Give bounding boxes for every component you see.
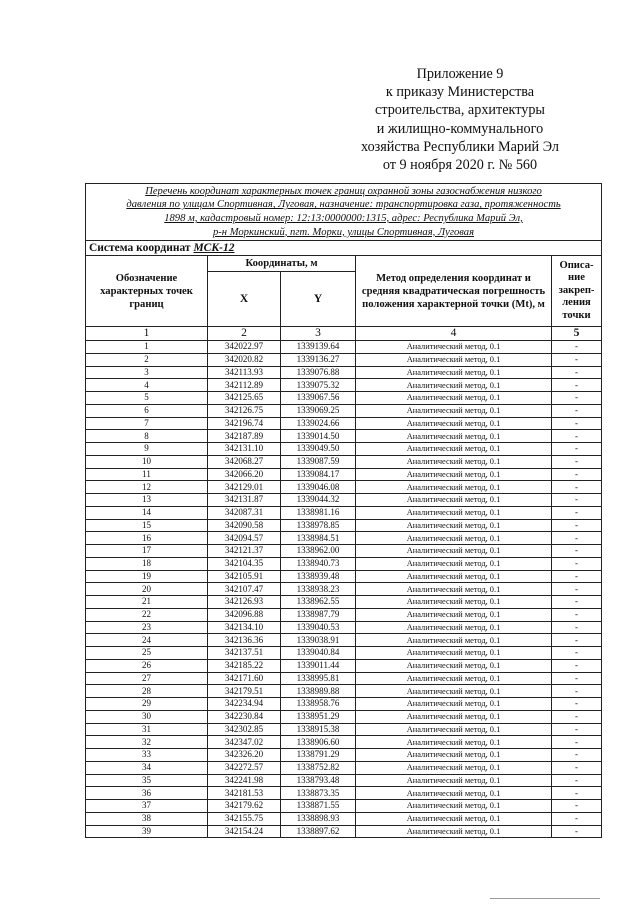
method-cell: Аналитический метод, 0.1 [356, 698, 552, 711]
coordinate-y: 1338871.55 [281, 800, 356, 813]
fixing-cell: - [552, 341, 602, 354]
coordinate-x: 342126.75 [208, 404, 281, 417]
coordinate-y: 1338791.29 [281, 749, 356, 762]
method-cell: Аналитический метод, 0.1 [356, 749, 552, 762]
coordinate-x: 342196.74 [208, 417, 281, 430]
point-number: 27 [86, 672, 208, 685]
table-row [86, 736, 602, 749]
method-cell: Аналитический метод, 0.1 [356, 647, 552, 660]
table-row [86, 494, 602, 507]
header-line-6: от 9 ноября 2020 г. № 560 [382, 157, 538, 174]
coordinate-y: 1338958.76 [281, 698, 356, 711]
table-title-line-4: р-н Моркинский, пгт. Морки, улицы Спортивная, Луговая [212, 226, 475, 238]
fixing-cell: - [552, 736, 602, 749]
table-row [86, 583, 602, 596]
fixing-cell: - [552, 761, 602, 774]
coordinate-y: 1339069.25 [281, 404, 356, 417]
header-fixing-description [552, 256, 602, 327]
header-line-4: и жилищно-коммунального [376, 120, 544, 137]
coordinate-x: 342068.27 [208, 455, 281, 468]
coordinate-y: 1338938.23 [281, 583, 356, 596]
coordinate-x: 342181.53 [208, 787, 281, 800]
coordinate-y: 1339044.32 [281, 494, 356, 507]
method-cell: Аналитический метод, 0.1 [356, 404, 552, 417]
coordinate-y: 1339084.17 [281, 468, 356, 481]
table-row [86, 545, 602, 558]
column-number: 4 [356, 327, 552, 341]
header-method: Метод определения координат и средняя квадратическая погрешность положения характерной точки (Mt), м [356, 256, 552, 327]
table-row [86, 353, 602, 366]
coordinate-y: 1338962.55 [281, 596, 356, 609]
point-number: 19 [86, 570, 208, 583]
method-cell: Аналитический метод, 0.1 [356, 596, 552, 609]
coordinate-y: 1338951.29 [281, 710, 356, 723]
method-cell: Аналитический метод, 0.1 [356, 659, 552, 672]
method-cell: Аналитический метод, 0.1 [356, 392, 552, 405]
fixing-cell: - [552, 774, 602, 787]
coordinate-y: 1338981.16 [281, 506, 356, 519]
point-number: 1 [86, 341, 208, 354]
coordinate-y: 1339076.88 [281, 366, 356, 379]
header-x: X [208, 272, 281, 327]
coordinate-x: 342185.22 [208, 659, 281, 672]
point-number: 38 [86, 812, 208, 825]
point-number: 25 [86, 647, 208, 660]
point-number: 39 [86, 825, 208, 838]
coordinate-x: 342155.75 [208, 812, 281, 825]
table-row [86, 481, 602, 494]
table-row [86, 557, 602, 570]
point-number: 36 [86, 787, 208, 800]
method-cell: Аналитический метод, 0.1 [356, 494, 552, 507]
point-number: 8 [86, 430, 208, 443]
appendix-header [340, 65, 580, 174]
table-row [86, 468, 602, 481]
coordinate-x: 342129.01 [208, 481, 281, 494]
table-row [86, 672, 602, 685]
fixing-cell: - [552, 634, 602, 647]
point-number: 30 [86, 710, 208, 723]
fixing-cell: - [552, 443, 602, 456]
coordinate-y: 1338978.85 [281, 519, 356, 532]
fixing-cell: - [552, 787, 602, 800]
method-cell: Аналитический метод, 0.1 [356, 417, 552, 430]
coordinate-x: 342131.10 [208, 443, 281, 456]
method-cell: Аналитический метод, 0.1 [356, 430, 552, 443]
fixing-cell: - [552, 685, 602, 698]
method-cell: Аналитический метод, 0.1 [356, 774, 552, 787]
header-fixing-line-1: Описа- [559, 259, 594, 271]
coordinate-y: 1339046.08 [281, 481, 356, 494]
point-number: 28 [86, 685, 208, 698]
header-y: Y [281, 272, 356, 327]
table-row [86, 366, 602, 379]
method-cell: Аналитический метод, 0.1 [356, 710, 552, 723]
method-cell: Аналитический метод, 0.1 [356, 379, 552, 392]
method-cell: Аналитический метод, 0.1 [356, 455, 552, 468]
method-cell: Аналитический метод, 0.1 [356, 723, 552, 736]
point-number: 20 [86, 583, 208, 596]
coordinate-y: 1339136.27 [281, 353, 356, 366]
coordinates-table [85, 183, 602, 838]
coordinate-x: 342096.88 [208, 608, 281, 621]
point-number: 4 [86, 379, 208, 392]
point-number: 12 [86, 481, 208, 494]
coordinate-y: 1338897.62 [281, 825, 356, 838]
coordinate-y: 1338898.93 [281, 812, 356, 825]
coordinate-x: 342104.35 [208, 557, 281, 570]
point-number: 17 [86, 545, 208, 558]
table-row [86, 647, 602, 660]
coordinate-x: 342094.57 [208, 532, 281, 545]
coordinate-x: 342121.37 [208, 545, 281, 558]
fixing-cell: - [552, 468, 602, 481]
coordinate-system-value: МСК-12 [193, 242, 235, 254]
coordinate-y: 1339040.84 [281, 647, 356, 660]
point-number: 23 [86, 621, 208, 634]
table-title-line-1: Перечень координат характерных точек границ охранной зоны газоснабжения низкого [145, 185, 542, 197]
coordinate-x: 342302.85 [208, 723, 281, 736]
fixing-cell: - [552, 519, 602, 532]
coordinate-x: 342272.57 [208, 761, 281, 774]
fixing-cell: - [552, 800, 602, 813]
method-cell: Аналитический метод, 0.1 [356, 825, 552, 838]
column-number: 1 [86, 327, 208, 341]
method-cell: Аналитический метод, 0.1 [356, 341, 552, 354]
coordinate-y: 1338915.38 [281, 723, 356, 736]
method-cell: Аналитический метод, 0.1 [356, 557, 552, 570]
point-number: 24 [86, 634, 208, 647]
table-row [86, 723, 602, 736]
coordinate-system-label: Система координат [89, 242, 191, 254]
method-cell: Аналитический метод, 0.1 [356, 570, 552, 583]
table-row [86, 749, 602, 762]
coordinate-y: 1339024.66 [281, 417, 356, 430]
method-cell: Аналитический метод, 0.1 [356, 506, 552, 519]
table-row [86, 800, 602, 813]
fixing-cell: - [552, 570, 602, 583]
table-row [86, 596, 602, 609]
table-title [86, 184, 602, 241]
fixing-cell: - [552, 710, 602, 723]
coordinate-x: 342105.91 [208, 570, 281, 583]
point-number: 2 [86, 353, 208, 366]
method-cell: Аналитический метод, 0.1 [356, 800, 552, 813]
point-number: 6 [86, 404, 208, 417]
coordinate-y: 1338939.48 [281, 570, 356, 583]
fixing-cell: - [552, 723, 602, 736]
point-number: 32 [86, 736, 208, 749]
coordinate-x: 342134.10 [208, 621, 281, 634]
method-cell: Аналитический метод, 0.1 [356, 608, 552, 621]
coordinate-x: 342087.31 [208, 506, 281, 519]
coordinate-y: 1339014.50 [281, 430, 356, 443]
table-row [86, 621, 602, 634]
table-title-line-3: 1898 м, кадастровый номер: 12:13:0000000:1315, адрес: Республика Марий Эл, [164, 213, 523, 224]
coordinate-x: 342241.98 [208, 774, 281, 787]
coordinate-y: 1339049.50 [281, 443, 356, 456]
coordinate-x: 342154.24 [208, 825, 281, 838]
fixing-cell: - [552, 596, 602, 609]
header-line-3: строительства, архитектуры [375, 102, 545, 119]
fixing-cell: - [552, 494, 602, 507]
fixing-cell: - [552, 532, 602, 545]
fixing-cell: - [552, 659, 602, 672]
fixing-cell: - [552, 366, 602, 379]
coordinate-y: 1338989.88 [281, 685, 356, 698]
fixing-cell: - [552, 353, 602, 366]
coordinate-y: 1338984.51 [281, 532, 356, 545]
coordinate-y: 1339011.44 [281, 659, 356, 672]
coordinate-x: 342136.36 [208, 634, 281, 647]
table-row [86, 506, 602, 519]
fixing-cell: - [552, 825, 602, 838]
coordinate-x: 342179.51 [208, 685, 281, 698]
fixing-cell: - [552, 430, 602, 443]
point-number: 13 [86, 494, 208, 507]
fixing-cell: - [552, 621, 602, 634]
coordinate-x: 342234.94 [208, 698, 281, 711]
fixing-cell: - [552, 417, 602, 430]
coordinate-y: 1339040.53 [281, 621, 356, 634]
coordinate-x: 342022.97 [208, 341, 281, 354]
fixing-cell: - [552, 583, 602, 596]
fixing-cell: - [552, 698, 602, 711]
coordinate-x: 342090.58 [208, 519, 281, 532]
coordinate-y: 1338906.60 [281, 736, 356, 749]
coordinate-x: 342113.93 [208, 366, 281, 379]
header-fixing-line-3: закреп- [558, 284, 595, 296]
method-cell: Аналитический метод, 0.1 [356, 353, 552, 366]
method-cell: Аналитический метод, 0.1 [356, 481, 552, 494]
coordinate-y: 1338940.73 [281, 557, 356, 570]
footer-rule [490, 898, 600, 899]
fixing-cell: - [552, 672, 602, 685]
point-number: 31 [86, 723, 208, 736]
coordinate-x: 342125.65 [208, 392, 281, 405]
coordinate-y: 1338873.35 [281, 787, 356, 800]
coordinate-x: 342187.89 [208, 430, 281, 443]
table-row [86, 774, 602, 787]
method-cell: Аналитический метод, 0.1 [356, 443, 552, 456]
point-number: 16 [86, 532, 208, 545]
coordinate-x: 342112.89 [208, 379, 281, 392]
point-number: 3 [86, 366, 208, 379]
coordinate-y: 1339067.56 [281, 392, 356, 405]
method-cell: Аналитический метод, 0.1 [356, 583, 552, 596]
coordinate-x: 342020.82 [208, 353, 281, 366]
coordinate-y: 1338752.82 [281, 761, 356, 774]
coordinate-x: 342326.20 [208, 749, 281, 762]
method-cell: Аналитический метод, 0.1 [356, 787, 552, 800]
point-number: 9 [86, 443, 208, 456]
header-line-5: хозяйства Республики Марий Эл [361, 138, 559, 155]
method-cell: Аналитический метод, 0.1 [356, 468, 552, 481]
coordinate-y: 1338962.00 [281, 545, 356, 558]
table-row [86, 761, 602, 774]
header-line-1: Приложение 9 [416, 66, 504, 82]
fixing-cell: - [552, 506, 602, 519]
column-number: 2 [208, 327, 281, 341]
coordinate-x: 342179.62 [208, 800, 281, 813]
coordinate-x: 342107.47 [208, 583, 281, 596]
method-cell: Аналитический метод, 0.1 [356, 366, 552, 379]
fixing-cell: - [552, 647, 602, 660]
fixing-cell: - [552, 608, 602, 621]
coordinate-y: 1338995.81 [281, 672, 356, 685]
point-number: 21 [86, 596, 208, 609]
coordinate-x: 342137.51 [208, 647, 281, 660]
point-number: 11 [86, 468, 208, 481]
method-cell: Аналитический метод, 0.1 [356, 685, 552, 698]
header-point-designation: Обозначение характерных точек границ [86, 256, 208, 327]
table-row [86, 379, 602, 392]
point-number: 34 [86, 761, 208, 774]
coordinate-x: 342066.20 [208, 468, 281, 481]
table-row [86, 392, 602, 405]
point-number: 7 [86, 417, 208, 430]
point-number: 35 [86, 774, 208, 787]
table-row [86, 519, 602, 532]
table-row [86, 455, 602, 468]
table-row [86, 570, 602, 583]
table-row [86, 787, 602, 800]
table-row [86, 710, 602, 723]
point-number: 37 [86, 800, 208, 813]
point-number: 14 [86, 506, 208, 519]
table-row [86, 698, 602, 711]
point-number: 29 [86, 698, 208, 711]
coordinate-y: 1339139.64 [281, 341, 356, 354]
coordinate-x: 342131.87 [208, 494, 281, 507]
coordinate-system-row [86, 241, 602, 256]
coordinate-y: 1339075.32 [281, 379, 356, 392]
fixing-cell: - [552, 404, 602, 417]
method-cell: Аналитический метод, 0.1 [356, 761, 552, 774]
table-row [86, 417, 602, 430]
point-number: 26 [86, 659, 208, 672]
fixing-cell: - [552, 392, 602, 405]
header-coordinates: Координаты, м [208, 256, 356, 272]
header-fixing-line-2: ние [568, 272, 585, 284]
table-row [86, 404, 602, 417]
point-number: 10 [86, 455, 208, 468]
fixing-cell: - [552, 481, 602, 494]
coordinate-x: 342347.02 [208, 736, 281, 749]
header-fixing-line-5: точки [562, 309, 591, 321]
point-number: 5 [86, 392, 208, 405]
coordinate-y: 1338987.79 [281, 608, 356, 621]
point-number: 33 [86, 749, 208, 762]
table-title-line-2: давления по улицам Спортивная, Луговая, назначение: транспортировка газа, протяженность [126, 199, 561, 211]
coordinate-x: 342230.84 [208, 710, 281, 723]
coordinate-x: 342171.60 [208, 672, 281, 685]
coordinate-y: 1339087.59 [281, 455, 356, 468]
method-cell: Аналитический метод, 0.1 [356, 621, 552, 634]
column-number: 5 [552, 327, 602, 341]
fixing-cell: - [552, 379, 602, 392]
table-row [86, 341, 602, 354]
table-row [86, 659, 602, 672]
coordinate-y: 1338793.48 [281, 774, 356, 787]
table-row [86, 634, 602, 647]
method-cell: Аналитический метод, 0.1 [356, 545, 552, 558]
method-cell: Аналитический метод, 0.1 [356, 736, 552, 749]
table-row [86, 608, 602, 621]
method-cell: Аналитический метод, 0.1 [356, 812, 552, 825]
table-row [86, 685, 602, 698]
fixing-cell: - [552, 557, 602, 570]
method-cell: Аналитический метод, 0.1 [356, 672, 552, 685]
table-row [86, 825, 602, 838]
point-number: 18 [86, 557, 208, 570]
method-cell: Аналитический метод, 0.1 [356, 634, 552, 647]
column-number-row [86, 327, 602, 341]
table-row [86, 430, 602, 443]
fixing-cell: - [552, 545, 602, 558]
point-number: 15 [86, 519, 208, 532]
column-number: 3 [281, 327, 356, 341]
table-row [86, 532, 602, 545]
fixing-cell: - [552, 812, 602, 825]
header-fixing-line-4: ления [562, 297, 591, 309]
fixing-cell: - [552, 749, 602, 762]
fixing-cell: - [552, 455, 602, 468]
point-number: 22 [86, 608, 208, 621]
coordinate-y: 1339038.91 [281, 634, 356, 647]
method-cell: Аналитический метод, 0.1 [356, 532, 552, 545]
method-cell: Аналитический метод, 0.1 [356, 519, 552, 532]
table-row [86, 443, 602, 456]
coordinate-x: 342126.93 [208, 596, 281, 609]
table-row [86, 812, 602, 825]
header-line-2: к приказу Министерства [385, 84, 535, 101]
